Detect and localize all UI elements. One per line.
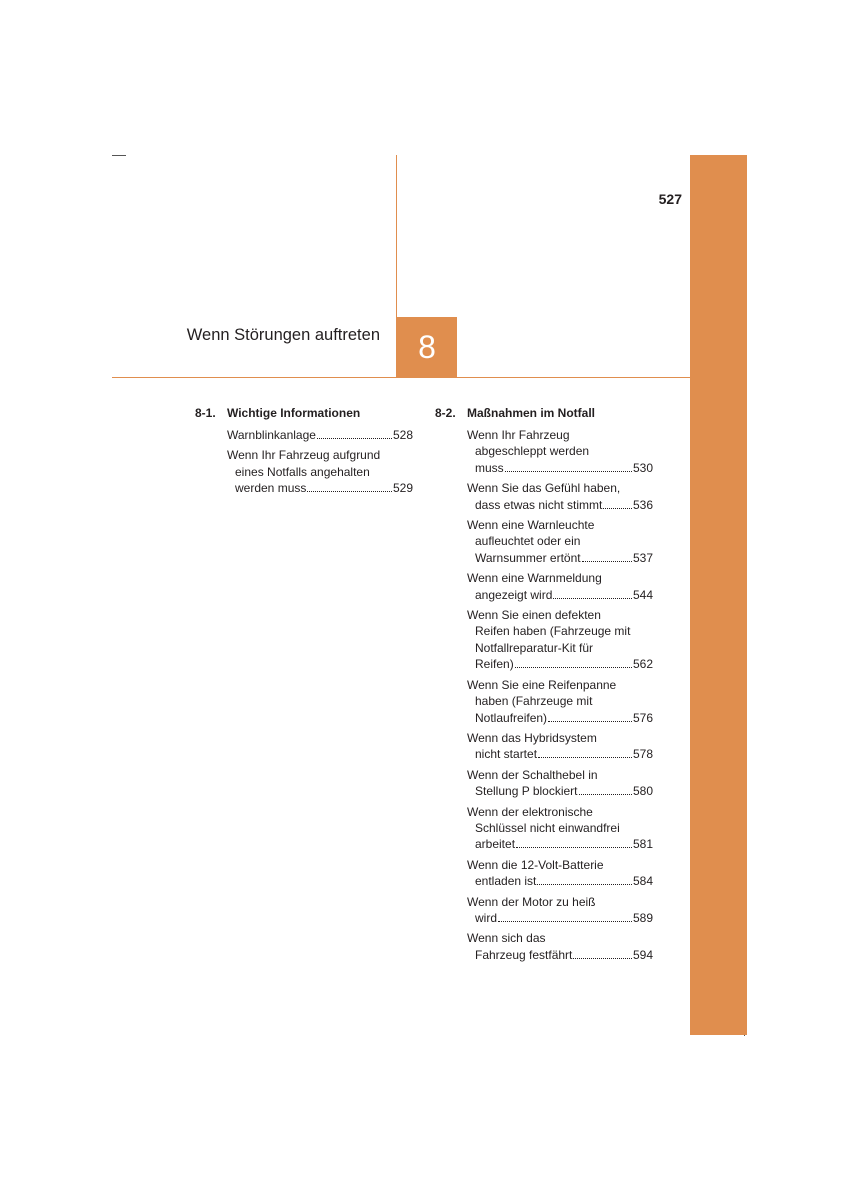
toc-entry[interactable] bbox=[227, 427, 413, 443]
chapter-side-tab bbox=[690, 155, 747, 1035]
toc-entry-text: werden muss bbox=[235, 481, 307, 496]
section-title: Wichtige Informationen bbox=[227, 406, 361, 420]
dot-leader bbox=[317, 438, 392, 439]
toc-entry-text: Wenn eine Warnleuchte bbox=[467, 518, 595, 533]
toc-entry[interactable] bbox=[467, 894, 653, 927]
page-number: 527 bbox=[658, 191, 682, 207]
section-number: 8-2. bbox=[435, 406, 456, 420]
toc-entry[interactable] bbox=[467, 804, 653, 853]
toc-entry-text: Notlaufreifen) bbox=[475, 710, 548, 725]
toc-entry-text: haben (Fahrzeuge mit bbox=[475, 694, 593, 709]
toc-page-number: 537 bbox=[632, 550, 653, 565]
dot-leader bbox=[515, 667, 632, 668]
toc-entry-text: Wenn der elektronische bbox=[467, 804, 593, 819]
toc-page-number: 589 bbox=[632, 910, 653, 925]
toc-list bbox=[227, 427, 413, 501]
toc-entry-text: Warnblinkanlage bbox=[227, 428, 316, 442]
toc-entry[interactable] bbox=[467, 930, 653, 963]
toc-entry[interactable] bbox=[467, 607, 653, 673]
toc-entry-text: entladen ist bbox=[475, 874, 537, 889]
toc-entry[interactable] bbox=[467, 570, 653, 603]
toc-entry-text: Wenn der Schalthebel in bbox=[467, 767, 598, 782]
dot-leader bbox=[538, 757, 632, 758]
toc-entry-text: Fahrzeug festfährt bbox=[475, 947, 573, 962]
toc-entry-text: Stellung P blockiert bbox=[475, 784, 578, 799]
toc-entry-text: Schlüssel nicht einwandfrei bbox=[475, 820, 620, 835]
toc-entry-text: Wenn Ihr Fahrzeug bbox=[467, 428, 570, 442]
dot-leader bbox=[505, 471, 632, 472]
toc-page-number: 594 bbox=[632, 947, 653, 962]
dot-leader bbox=[582, 561, 632, 562]
toc-entry-text: Reifen) bbox=[475, 657, 514, 672]
toc-entry-text: nicht startet bbox=[475, 747, 538, 762]
toc-entry-text: Wenn eine Warnmeldung bbox=[467, 571, 602, 586]
toc-entry-text: Warnsummer ertönt bbox=[475, 550, 581, 565]
toc-entry-text: abgeschleppt werden bbox=[475, 444, 590, 459]
toc-entry-text: dass etwas nicht stimmt bbox=[475, 497, 603, 512]
toc-entry[interactable] bbox=[227, 447, 413, 496]
horizontal-rule bbox=[112, 377, 690, 378]
chapter-number-box bbox=[397, 317, 457, 377]
dot-leader bbox=[553, 598, 632, 599]
dot-leader bbox=[573, 958, 632, 959]
dot-leader bbox=[603, 508, 632, 509]
chapter-number: 8 bbox=[418, 329, 436, 365]
toc-page-number: 529 bbox=[392, 481, 413, 496]
toc-entry-text: Wenn Sie das Gefühl haben, bbox=[467, 481, 621, 496]
crop-mark bbox=[112, 155, 126, 156]
dot-leader bbox=[498, 921, 632, 922]
toc-page-number: 528 bbox=[392, 428, 413, 442]
toc-entry[interactable] bbox=[467, 730, 653, 763]
dot-leader bbox=[516, 847, 632, 848]
toc-entry[interactable] bbox=[467, 857, 653, 890]
toc-entry[interactable] bbox=[467, 517, 653, 566]
toc-page-number: 536 bbox=[632, 497, 653, 512]
dot-leader bbox=[307, 491, 392, 492]
toc-page-number: 580 bbox=[632, 784, 653, 799]
toc-entry-text: Wenn Sie einen defekten bbox=[467, 608, 601, 623]
toc-entry-text: Wenn das Hybridsystem bbox=[467, 730, 597, 745]
toc-page-number: 581 bbox=[632, 837, 653, 852]
dot-leader bbox=[548, 721, 632, 722]
toc-entry-text: Wenn Sie eine Reifenpanne bbox=[467, 677, 617, 692]
toc-entry-text: Wenn der Motor zu heiß bbox=[467, 894, 596, 909]
toc-page-number: 562 bbox=[632, 657, 653, 672]
toc-page-number: 584 bbox=[632, 874, 653, 889]
toc-list bbox=[467, 427, 653, 967]
toc-entry-text: wird bbox=[475, 910, 498, 925]
toc-entry-text: Notfallreparatur-Kit für bbox=[475, 640, 594, 655]
section-title: Maßnahmen im Notfall bbox=[467, 406, 596, 420]
toc-page-number: 578 bbox=[632, 747, 653, 762]
section-number: 8-1. bbox=[195, 406, 216, 420]
toc-entry-text: Wenn die 12-Volt-Batterie bbox=[467, 857, 604, 872]
toc-entry[interactable] bbox=[467, 480, 653, 513]
toc-entry-text: muss bbox=[475, 460, 504, 475]
toc-entry[interactable] bbox=[467, 677, 653, 726]
toc-entry-text: Reifen haben (Fahrzeuge mit bbox=[475, 624, 631, 639]
toc-entry-text: angezeigt wird bbox=[475, 587, 553, 602]
toc-page-number: 530 bbox=[632, 460, 653, 475]
toc-entry-text: Wenn Ihr Fahrzeug aufgrund bbox=[227, 448, 381, 463]
dot-leader bbox=[537, 884, 632, 885]
toc-entry-text: Wenn sich das bbox=[467, 931, 546, 946]
toc-page-number: 544 bbox=[632, 587, 653, 602]
toc-entry-text: eines Notfalls angehalten bbox=[235, 464, 370, 479]
dot-leader bbox=[579, 794, 632, 795]
toc-entry-text: aufleuchtet oder ein bbox=[475, 534, 581, 549]
chapter-title: Wenn Störungen auftreten bbox=[186, 326, 380, 344]
toc-entry[interactable] bbox=[467, 767, 653, 800]
toc-page-number: 576 bbox=[632, 710, 653, 725]
toc-entry[interactable] bbox=[467, 427, 653, 476]
toc-entry-text: arbeitet bbox=[475, 837, 516, 852]
